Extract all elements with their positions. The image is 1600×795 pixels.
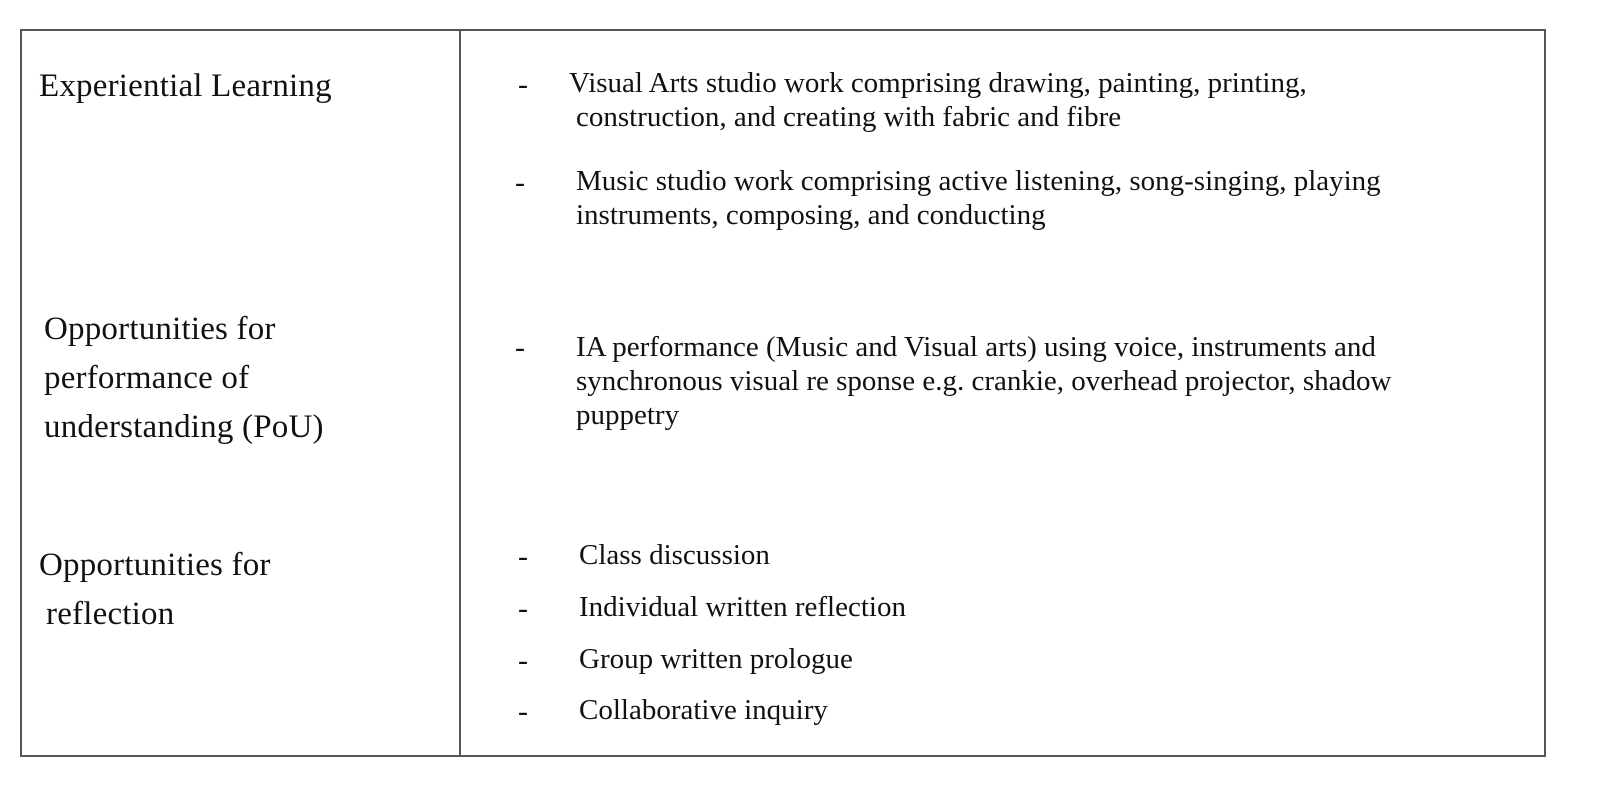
bullet-line: Individual written reflection bbox=[579, 591, 906, 623]
bullet-dash: - bbox=[518, 540, 528, 573]
row-label-line: Experiential Learning bbox=[39, 68, 332, 104]
bullet-line: puppetry bbox=[576, 399, 680, 431]
bullet-line: Music studio work comprising active listening, song-singing, playing bbox=[576, 165, 1381, 197]
bullet-ia-performance bbox=[576, 330, 1391, 432]
bullet-dash: - bbox=[515, 166, 525, 199]
bullet-individual-reflection bbox=[579, 590, 906, 624]
bullet-visual-arts bbox=[569, 66, 1307, 134]
row-label-line: Opportunities for bbox=[39, 547, 271, 583]
bullet-line: IA performance (Music and Visual arts) using voice, instruments and bbox=[576, 331, 1376, 363]
bullet-line: construction, and creating with fabric and fibre bbox=[576, 101, 1122, 133]
row-label-line: Opportunities for bbox=[44, 311, 276, 347]
row-label-performance-of-understanding bbox=[44, 305, 324, 452]
bullet-line: Visual Arts studio work comprising drawing, painting, printing, bbox=[569, 67, 1307, 99]
column-divider bbox=[459, 29, 461, 757]
row-label-experiential-learning bbox=[39, 62, 332, 111]
row-label-line: reflection bbox=[46, 596, 175, 632]
bullet-line: instruments, composing, and conducting bbox=[576, 199, 1046, 231]
bullet-dash: - bbox=[518, 644, 528, 677]
bullet-music bbox=[576, 164, 1381, 232]
row-label-line: performance of bbox=[44, 360, 250, 396]
bullet-dash: - bbox=[515, 331, 525, 364]
bullet-dash: - bbox=[518, 68, 528, 101]
bullet-line: Collaborative inquiry bbox=[579, 694, 828, 726]
bullet-group-prologue bbox=[579, 642, 853, 676]
bullet-dash: - bbox=[518, 695, 528, 728]
bullet-class-discussion bbox=[579, 538, 770, 572]
bullet-line: synchronous visual re sponse e.g. crankie, overhead projector, shadow bbox=[576, 365, 1392, 397]
bullet-line: Class discussion bbox=[579, 539, 770, 571]
row-label-reflection bbox=[39, 541, 271, 639]
row-label-line: understanding (PoU) bbox=[44, 409, 324, 445]
bullet-collaborative-inquiry bbox=[579, 693, 828, 727]
bullet-dash: - bbox=[518, 592, 528, 625]
bullet-line: Group written prologue bbox=[579, 643, 853, 675]
